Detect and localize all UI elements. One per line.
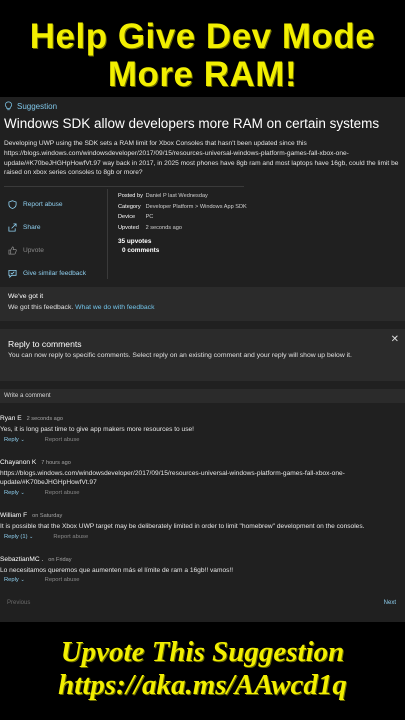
what-we-do-link[interactable]: What we do with feedback <box>75 304 155 311</box>
upvote-label: Upvote <box>23 247 44 254</box>
chevron-down-icon: ⌄ <box>20 437 25 443</box>
suggestion-label: Suggestion <box>17 101 58 111</box>
reply-button[interactable]: Reply ⌄ <box>4 437 25 443</box>
upvotes-label: upvotes <box>126 238 152 245</box>
posted-by-label: Posted by <box>118 193 143 199</box>
write-comment-input[interactable] <box>0 389 405 403</box>
report-abuse-link[interactable]: Report abuse <box>44 577 80 583</box>
comment-author: SebaztianMC . <box>0 556 44 563</box>
comment-text: It is possible that the Xbox UWP target may be deliberately limited in order to limit "homebrew" development on the consoles. <box>0 523 365 530</box>
chevron-down-icon: ⌄ <box>29 534 34 540</box>
reply-button[interactable]: Reply ⌄ <box>4 490 25 496</box>
comment-time: on Saturday <box>32 513 63 519</box>
feedback-title: Windows SDK allow developers more RAM on certain systems <box>4 116 380 131</box>
upvote-button[interactable] <box>8 239 86 262</box>
chevron-down-icon: ⌄ <box>20 577 25 583</box>
lightbulb-icon <box>4 101 13 111</box>
comment-author: William F <box>0 512 28 519</box>
top-banner-line-2: More RAM! <box>107 55 298 94</box>
got-it-heading: We've got it <box>8 293 44 300</box>
reply-button[interactable]: Reply (1) ⌄ <box>4 534 34 540</box>
comment-text: Lo necesitamos queremos que aumenten más el límite de ram a 16gb!! vamos!! <box>0 567 234 574</box>
comment-time: 2 seconds ago <box>26 416 64 422</box>
reply-button[interactable]: Reply ⌄ <box>4 577 25 583</box>
category-label: Category <box>118 203 141 210</box>
share-button[interactable] <box>8 216 86 239</box>
give-similar-feedback-button[interactable] <box>8 262 86 285</box>
upvotes-count: 35 <box>118 238 126 245</box>
feedback-description: Developing UWP using the SDK sets a RAM limit for Xbox Consoles that hasn't been updated since this https://blogs.windows.com/windowsdeveloper/2017/09/15/resources-universal-windows-platform-games-fall-xbox-one-update/#K70beJHGHpHowfVt.97 way back in 2017, in 2025 most phones have 8gb ram and most laptops have 16gb, could the limit be raised on xbox series consoles to 8gb or more? <box>4 140 399 177</box>
reply-to-comments-notice <box>0 329 405 381</box>
bottom-banner-line-1: Upvote This Suggestion <box>60 636 345 668</box>
comment-text: https://blogs.windows.com/windowsdeveloper/2017/09/15/resources-universal-windows-platform-games-fall-xbox-one-update/#K70beJHGHpHowfVt.97 <box>0 470 345 487</box>
comments-count: 0 <box>122 247 126 254</box>
next-page-button[interactable]: Next <box>383 600 396 606</box>
comments-label: comments <box>127 247 160 254</box>
give-similar-label: Give similar feedback <box>23 270 87 277</box>
device-label: Device <box>118 214 136 220</box>
report-abuse-link[interactable]: Report abuse <box>44 437 80 443</box>
close-icon[interactable]: ✕ <box>390 334 399 345</box>
posted-by-value: Daniel P last Wednesday <box>145 193 208 199</box>
upvoted-label: Upvoted <box>118 224 139 231</box>
comment-text: Yes, it is long past time to give app makers more resources to use! <box>0 426 194 433</box>
comment-time: 7 hours ago <box>41 460 71 466</box>
suggestion-type <box>4 101 57 111</box>
comment-author: Chayanon K <box>0 459 37 466</box>
feedback-icon <box>8 269 17 278</box>
reply-notice-heading: Reply to comments <box>8 339 82 349</box>
share-label: Share <box>23 224 41 231</box>
got-it-body: We got this feedback. <box>8 304 74 311</box>
comment-time: on Friday <box>48 557 72 563</box>
previous-page-button[interactable]: Previous <box>7 600 31 606</box>
shield-icon <box>8 200 17 209</box>
chevron-down-icon: ⌄ <box>20 490 25 496</box>
report-abuse-link[interactable]: Report abuse <box>44 490 80 496</box>
bottom-banner <box>0 636 405 702</box>
report-abuse-label: Report abuse <box>23 201 63 208</box>
report-abuse-button[interactable] <box>8 193 86 216</box>
top-banner-line-1: Help Give Dev Mode <box>29 17 376 56</box>
feedback-metadata <box>118 191 247 233</box>
share-icon <box>8 223 17 232</box>
top-banner <box>0 18 405 94</box>
reply-notice-body: You can now reply to specific comments. Select reply on an existing comment and your reply will show up below it. <box>8 352 352 359</box>
write-comment-placeholder: Write a comment <box>4 392 51 399</box>
feedback-actions <box>8 193 86 285</box>
vertical-divider <box>107 189 108 279</box>
device-value: PC <box>145 214 154 220</box>
comment-author: Ryan E <box>0 415 22 422</box>
feedback-hub-panel <box>0 97 405 622</box>
got-it-notice <box>0 287 405 321</box>
divider <box>4 186 244 187</box>
category-value: Developer Platform > Windows App SDK <box>145 203 247 210</box>
report-abuse-link[interactable]: Report abuse <box>53 534 89 540</box>
thumbs-up-icon <box>8 246 17 255</box>
bottom-banner-url[interactable]: https://aka.ms/AAwcd1q <box>58 669 347 701</box>
upvoted-value: 2 seconds ago <box>145 224 182 231</box>
vote-counts <box>118 237 159 255</box>
